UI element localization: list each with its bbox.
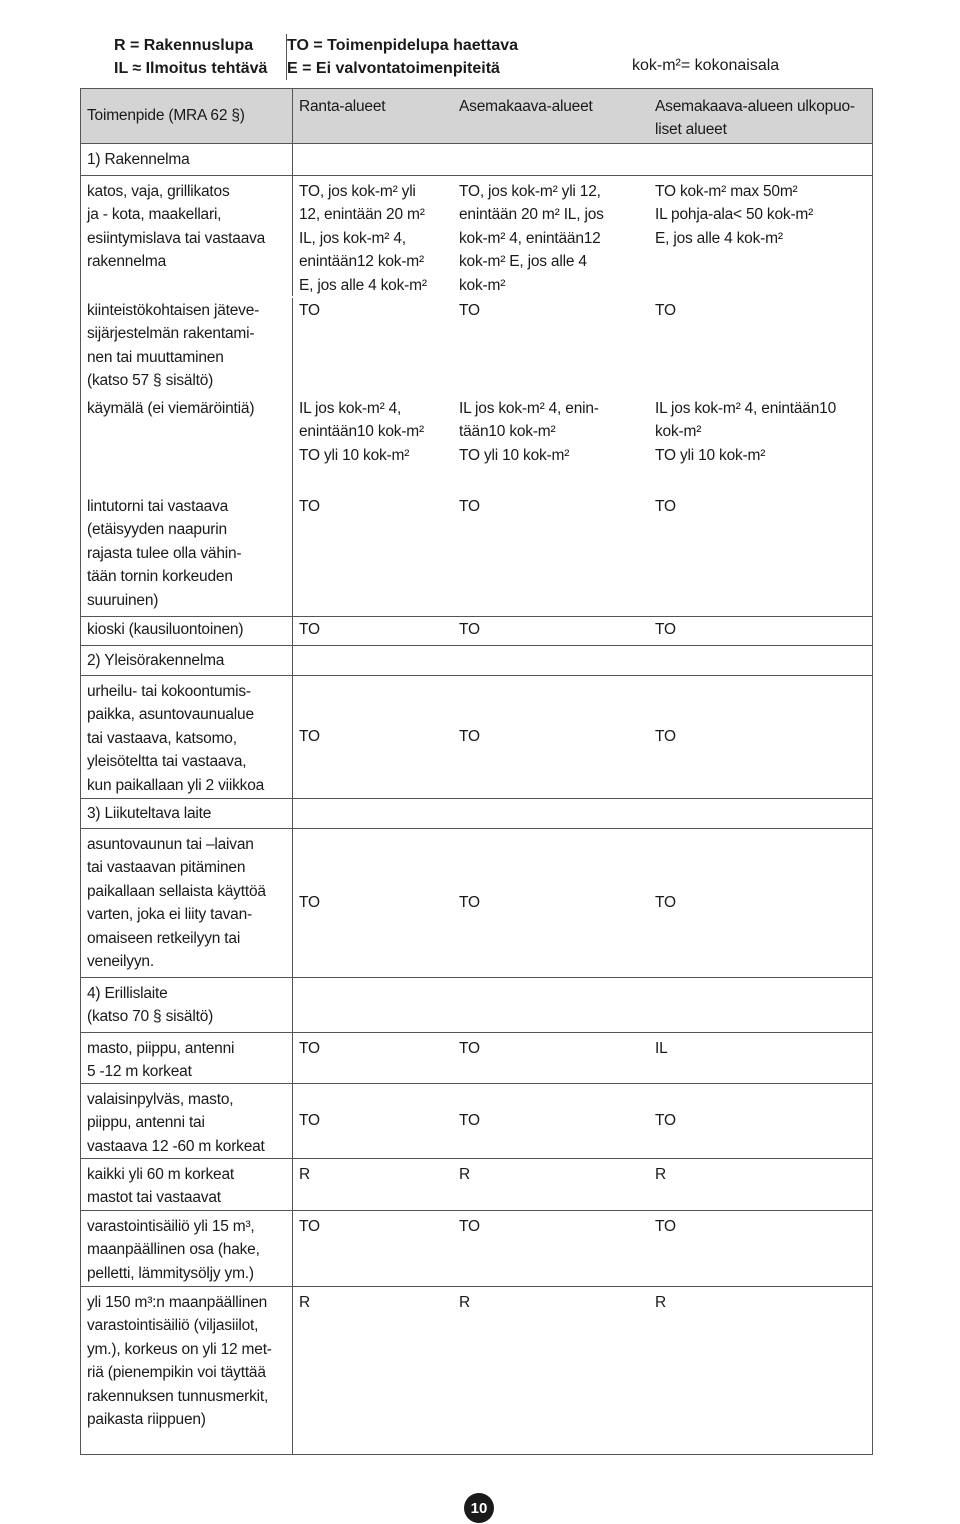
cell-ranta: TO, jos kok-m² yli 12, enintään 20 m² IL, jos kok-m² 4, enintään12 kok-m² E, jos alle 4 kok-m² — [299, 183, 427, 294]
cell-ulkopuoliset: IL jos kok-m² 4, enintään10 kok-m² TO yli 10 kok-m² — [655, 400, 836, 464]
cell-asemakaava: IL jos kok-m² 4, enin- tään10 kok-m² TO yli 10 kok-m² — [459, 400, 599, 464]
table-row — [80, 176, 873, 298]
row-label: valaisinpylväs, masto, piippu, antenni tai vastaava 12 -60 m korkeat — [81, 1084, 293, 1158]
cell-ulkopuoliset: TO — [655, 621, 676, 639]
cell-asemakaava: TO — [459, 302, 480, 320]
cell-ulkopuoliset: R — [655, 1166, 666, 1184]
legend-kok: kok-m²= kokonaisala — [632, 57, 780, 74]
cell-ulkopuoliset: TO — [655, 1112, 676, 1130]
legend-to: TO = Toimenpidelupa haettava — [287, 37, 519, 54]
section-title: 4) Erillislaite (katso 70 § sisältö) — [81, 978, 293, 1032]
cell-asemakaava: TO, jos kok-m² yli 12, enintään 20 m² IL, jos kok-m² 4, enintään12 kok-m² E, jos alle 4 kok-m² — [459, 183, 604, 294]
row-label: varastointisäiliö yli 15 m³, maanpäällinen osa (hake, pelletti, lämmitysöljy ym.) — [81, 1211, 293, 1286]
permit-table — [80, 88, 873, 1455]
cell-ranta: TO — [299, 1218, 320, 1236]
cell-asemakaava: TO — [459, 621, 480, 639]
header-ranta: Ranta-alueet — [299, 98, 386, 115]
row-label: kiinteistökohtaisen jäteve- sijärjestelmän rakentami- nen tai muuttaminen (katso 57 § sisältö) — [81, 298, 293, 396]
table-header — [80, 88, 873, 144]
cell-ranta: IL jos kok-m² 4, enintään10 kok-m² TO yli 10 kok-m² — [299, 400, 424, 464]
cell-ranta: TO — [299, 1112, 320, 1130]
cell-asemakaava: TO — [459, 1218, 480, 1236]
table-row — [80, 298, 873, 396]
table-row — [80, 396, 873, 494]
cell-ranta: TO — [299, 728, 320, 746]
cell-asemakaava: TO — [459, 1040, 480, 1058]
section-title: 3) Liikuteltava laite — [81, 799, 293, 828]
table-row — [80, 829, 873, 978]
table-row — [80, 1084, 873, 1159]
section-title: 2) Yleisörakennelma — [81, 646, 293, 675]
header-toimenpide: Toimenpide (MRA 62 §) — [81, 89, 293, 143]
cell-ulkopuoliset: IL — [655, 1040, 668, 1058]
legend — [114, 34, 780, 80]
row-label: kaikki yli 60 m korkeat mastot tai vastaavat — [81, 1159, 293, 1210]
cell-ulkopuoliset: R — [655, 1294, 666, 1312]
cell-ranta: R — [299, 1294, 310, 1312]
section-liikuteltava — [80, 799, 873, 829]
row-label: katos, vaja, grillikatos ja - kota, maakellari, esiintymislava tai vastaava rakennelma — [81, 176, 293, 296]
cell-ulkopuoliset: TO — [655, 498, 676, 516]
header-asemakaava: Asemakaava-alueet — [459, 98, 593, 115]
cell-ranta: TO — [299, 1040, 320, 1058]
table-row — [80, 494, 873, 617]
cell-asemakaava: TO — [459, 728, 480, 746]
table-row — [80, 1211, 873, 1287]
cell-asemakaava: TO — [459, 1112, 480, 1130]
legend-r: R = Rakennuslupa — [114, 34, 287, 57]
cell-asemakaava: TO — [459, 498, 480, 516]
table-row — [80, 1033, 873, 1084]
cell-ulkopuoliset: TO — [655, 894, 676, 912]
row-label: urheilu- tai kokoontumis- paikka, asuntovaunualue tai vastaava, katsomo, yleisöteltta tai vastaava, kun paikallaan yli 2 viikkoa — [81, 676, 293, 798]
cell-ulkopuoliset: TO — [655, 1218, 676, 1236]
row-label: asuntovaunun tai –laivan tai vastaavan pitäminen paikallaan sellaista käyttöä varten, joka ei liity tavan- omaiseen retkeilyyn tai veneilyyn. — [81, 829, 293, 977]
cell-ranta: TO — [299, 302, 320, 320]
row-label: masto, piippu, antenni 5 -12 m korkeat — [81, 1033, 293, 1083]
table-row — [80, 1159, 873, 1211]
cell-ranta: R — [299, 1166, 310, 1184]
table-row — [80, 676, 873, 799]
cell-asemakaava: R — [459, 1294, 470, 1312]
header-ulkopuoliset: Asemakaava-alueen ulkopuo- liset alueet — [655, 98, 855, 139]
section-rakennelma — [80, 144, 873, 176]
cell-asemakaava: R — [459, 1166, 470, 1184]
section-title: 1) Rakennelma — [81, 144, 293, 175]
legend-il: IL ≈ Ilmoitus tehtävä — [114, 57, 287, 80]
cell-asemakaava: TO — [459, 894, 480, 912]
legend-e: E = Ei valvontatoimenpiteitä — [287, 60, 500, 77]
table-row — [80, 617, 873, 646]
row-label: käymälä (ei viemäröintiä) — [81, 396, 293, 494]
cell-ulkopuoliset: TO — [655, 728, 676, 746]
table-row — [80, 1287, 873, 1455]
cell-ranta: TO — [299, 894, 320, 912]
cell-ulkopuoliset: TO — [655, 302, 676, 320]
section-yleisorakennelma — [80, 646, 873, 676]
row-label: kioski (kausiluontoinen) — [81, 617, 293, 645]
cell-ranta: TO — [299, 498, 320, 516]
cell-ranta: TO — [299, 621, 320, 639]
page-number: 10 — [464, 1493, 494, 1523]
row-label: yli 150 m³:n maanpäällinen varastointisäiliö (viljasiilot, ym.), korkeus on yli 12 met- riä (pienempikin voi täyttää rakennuksen tunnusmerkit, paikasta riippuen) — [81, 1287, 293, 1454]
row-label: lintutorni tai vastaava (etäisyyden naapurin rajasta tulee olla vähin- tään tornin korkeuden suuruinen) — [81, 494, 293, 616]
cell-ulkopuoliset: TO kok-m² max 50m² IL pohja-ala< 50 kok-m² E, jos alle 4 kok-m² — [655, 183, 814, 247]
section-erillislaite — [80, 978, 873, 1033]
